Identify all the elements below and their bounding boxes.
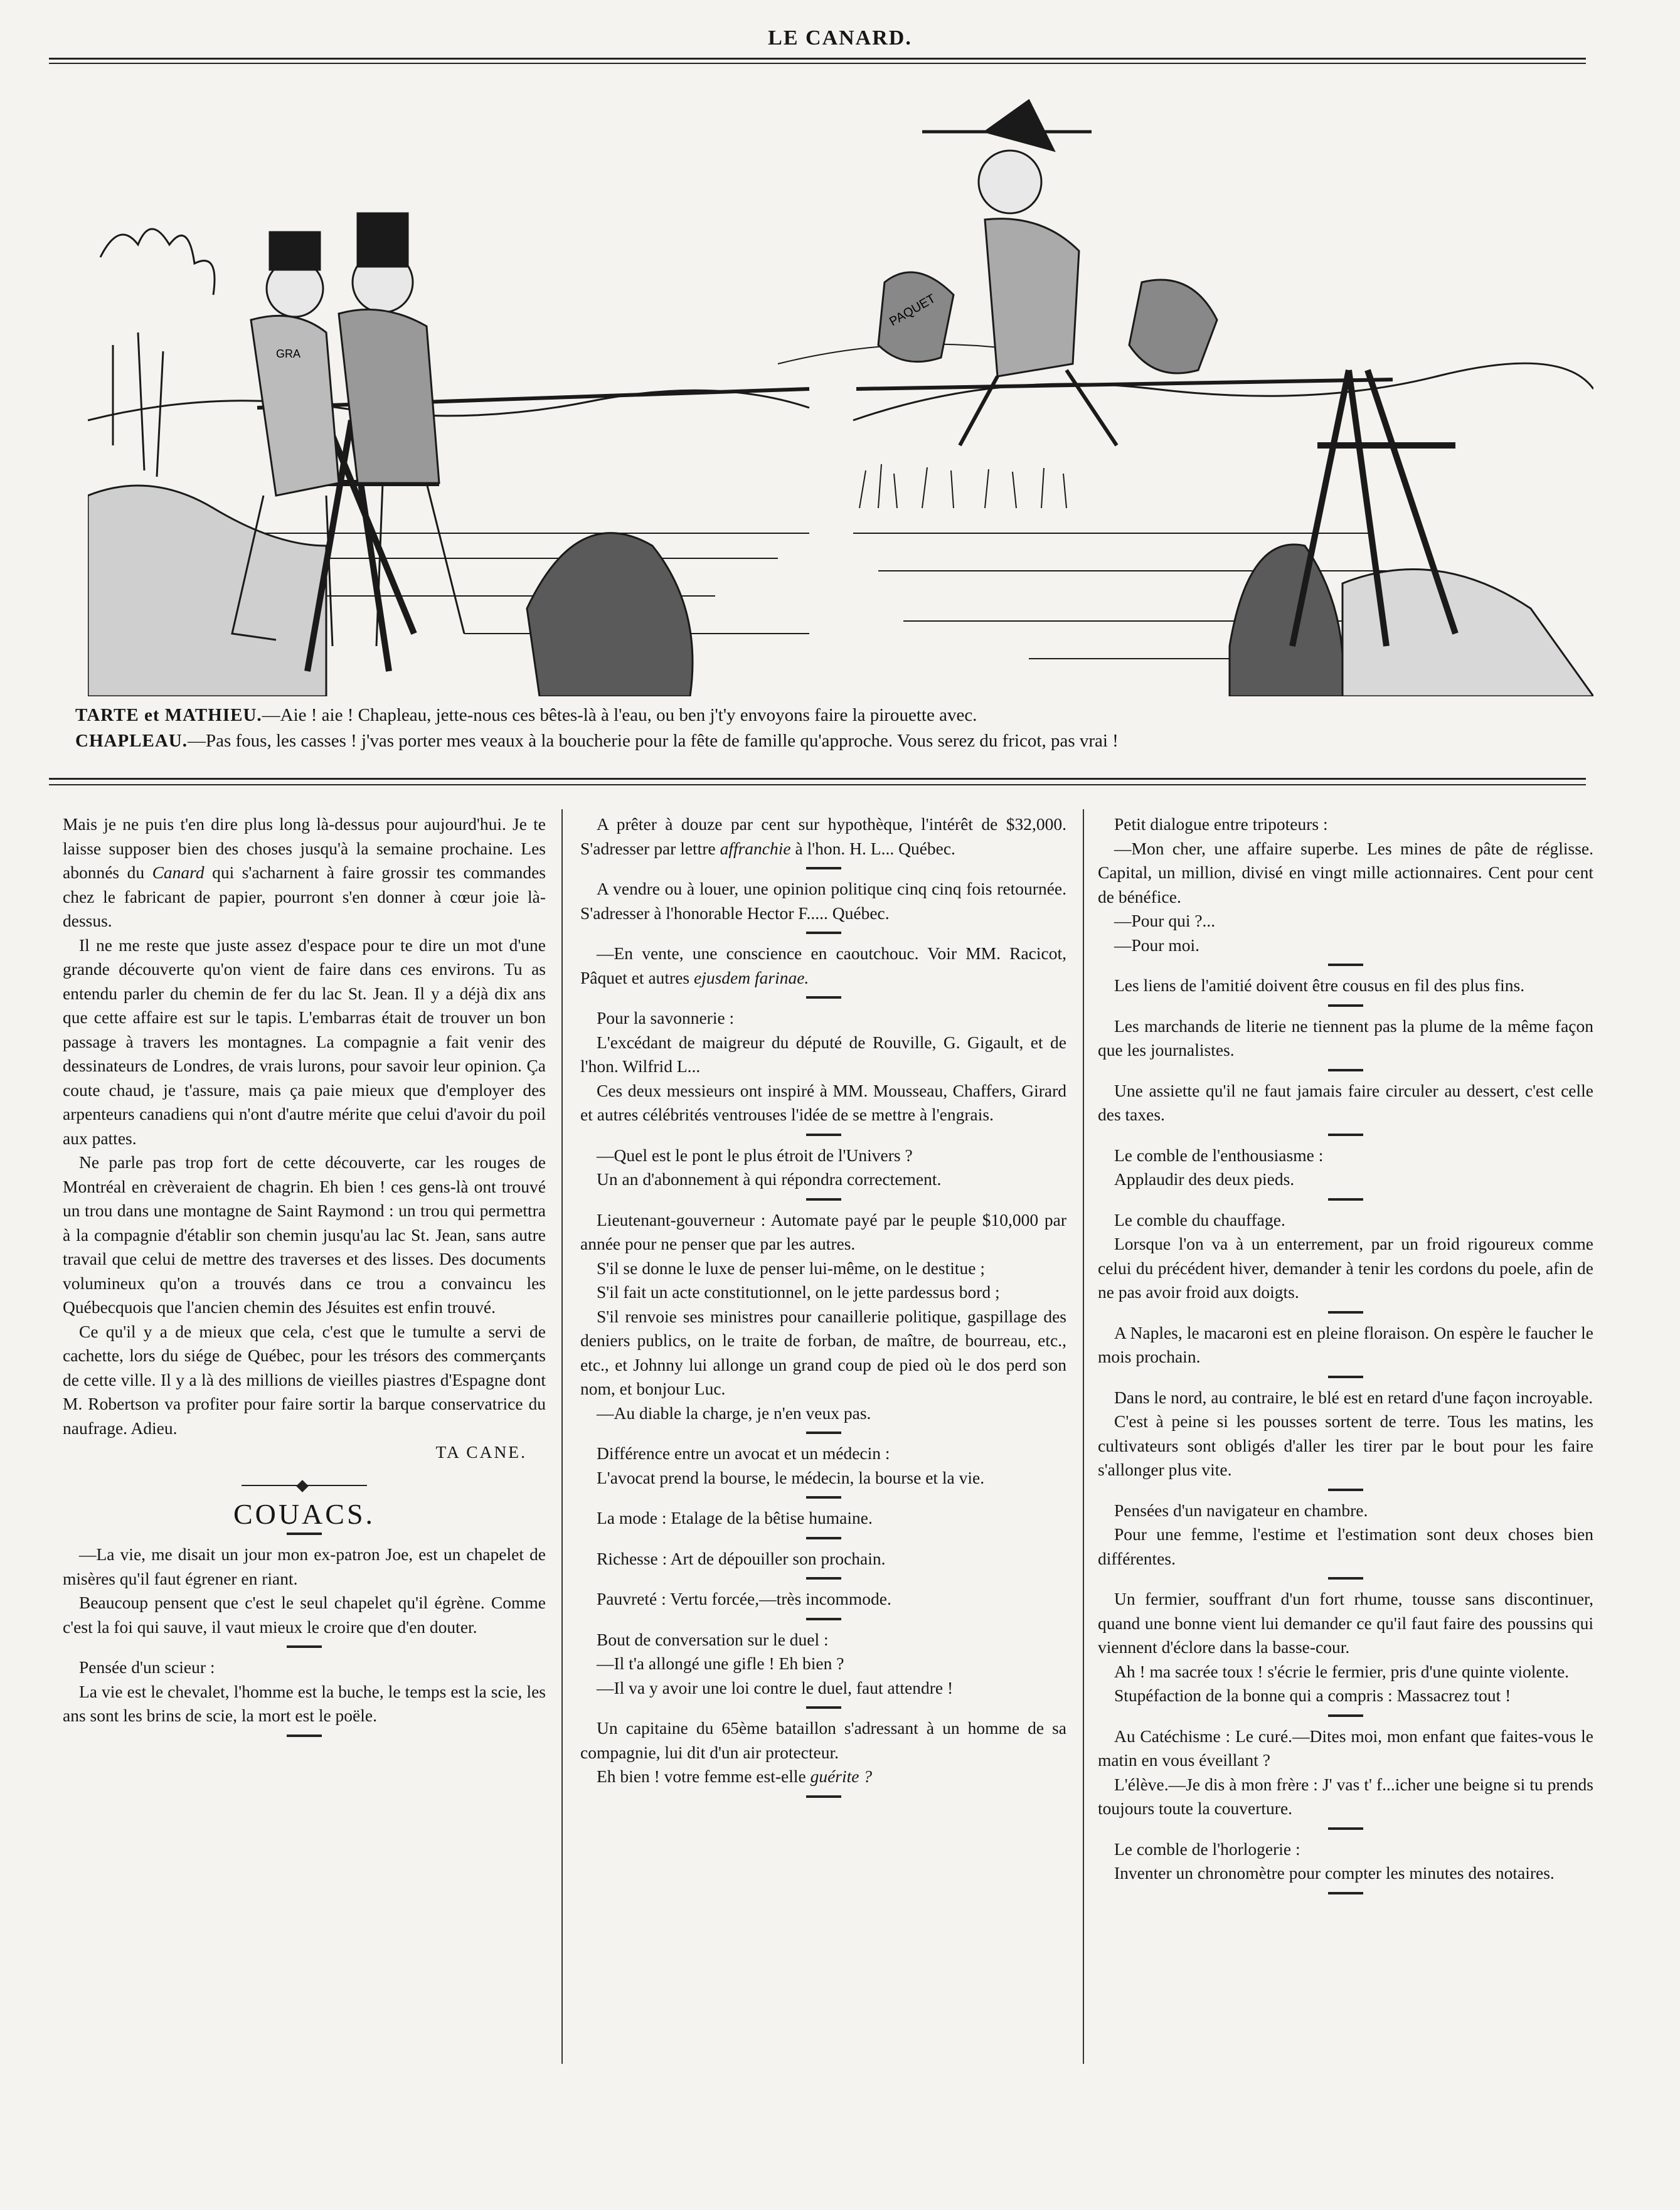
separator [1328, 1134, 1363, 1136]
col2-paragraph: —Quel est le pont le plus étroit de l'Univers ? [597, 1145, 913, 1165]
col3-paragraph: Au Catéchisme : Le curé.—Dites moi, mon enfant que faites-vous le matin en vous éveillant ? [1098, 1726, 1593, 1770]
col3-paragraph: Pensées d'un navigateur en chambre. [1114, 1500, 1368, 1520]
col3-paragraph: A Naples, le macaroni est en pleine floraison. On espère le faucher le mois prochain. [1098, 1322, 1593, 1366]
col2-paragraph: Ces deux messieurs ont inspiré à MM. Mousseau, Chaffers, Girard et autres célébrités ventrouses l'idée de se mettre à l'engrais. [580, 1080, 1066, 1124]
col3-paragraph: Une assiette qu'il ne faut jamais faire circuler au dessert, c'est celle des taxes. [1098, 1080, 1593, 1124]
separator [806, 1795, 841, 1798]
separator [1328, 1069, 1363, 1071]
col3-paragraph: Inventer un chronomètre pour compter les minutes des notaires. [1114, 1863, 1555, 1883]
col2-paragraph: Un capitaine du 65ème bataillon s'adressant à un homme de sa compagnie, lui dit d'un air protecteur. [580, 1718, 1066, 1762]
col3-paragraph: Le comble de l'horlogerie : [1114, 1839, 1300, 1859]
separator [287, 1735, 322, 1737]
separator [1328, 1892, 1363, 1894]
col2-paragraph: L'excédant de maigreur du député de Rouville, G. Gigault, et de l'hon. Wilfrid L... [580, 1032, 1066, 1076]
col3-paragraph: —Mon cher, une affaire superbe. Les mines de pâte de réglisse. Capital, un million, divisé en vingt mille actionnaires. Cent pour cent de bénéfice. [1098, 838, 1593, 906]
col1-paragraph: Ce qu'il y a de mieux que cela, c'est que le tumulte a servi de cachette, lors du siége de Québec, pour les trésors des commerçants de cette ville. Il y a là des millions de vieilles piastres d'Espagne dont M. Robertson va profiter pour faire sortir la barque conservatrice du naufrage. Adieu. [63, 1321, 546, 1438]
separator [1328, 1827, 1363, 1830]
caption-rule-top [49, 778, 1586, 780]
col2-p23-italic: guérite ? [810, 1766, 873, 1786]
col3-paragraph: Les liens de l'amitié doivent être cousus en fil des plus fins. [1114, 975, 1525, 995]
col2-paragraph: Richesse : Art de dépouiller son prochain. [597, 1548, 886, 1568]
masthead: LE CANARD. [768, 26, 912, 50]
column-3 [1098, 812, 1593, 1902]
separator [1328, 1714, 1363, 1717]
col3-paragraph: Ah ! ma sacrée toux ! s'écrie le fermier, pris d'une quinte violente. [1114, 1661, 1570, 1681]
separator [806, 1134, 841, 1136]
caption-line-2 [75, 728, 1606, 754]
col3-paragraph: Dans le nord, au contraire, le blé est en retard d'une façon incroyable. [1114, 1387, 1593, 1407]
separator [1328, 1004, 1363, 1007]
separator [1328, 1577, 1363, 1580]
col2-paragraph: S'il se donne le luxe de penser lui-même, on le destitue ; [597, 1258, 985, 1278]
caption-line-1 [75, 703, 1606, 728]
column-2 [580, 812, 1066, 1805]
separator [287, 1645, 322, 1648]
caption-text-2: —Pas fous, les casses ! j'vas porter mes veaux à la boucherie pour la fête de famille qu'approche. Vous serez du fricot, pas vrai ! [187, 731, 1119, 751]
column-divider-1 [561, 809, 563, 2064]
column-1 [63, 812, 546, 1745]
col3-paragraph: —Pour qui ?... [1114, 911, 1216, 930]
col3-paragraph: Applaudir des deux pieds. [1114, 1169, 1295, 1189]
col1-paragraph: Beaucoup pensent que c'est le seul chapelet qu'il égrène. Comme c'est la foi qui sauve, il vaut mieux le croire que d'en douter. [63, 1593, 546, 1637]
separator [287, 1533, 322, 1535]
separator [1328, 1198, 1363, 1201]
caption-speaker-1: TARTE et MATHIEU. [75, 705, 262, 725]
col2-paragraph: Lieutenant-gouverneur : Automate payé par le peuple $10,000 par année pour ne penser que par les autres. [580, 1209, 1066, 1253]
separator [806, 1577, 841, 1580]
col3-paragraph: Lorsque l'on va à un enterrement, par un froid rigoureux comme celui du précédent hiver, demander à tenir les cordons du poele, afin de ne pas avoir froid aux doigts. [1098, 1234, 1593, 1302]
col1-paragraph: Il ne me reste que juste assez d'espace pour te dire un mot d'une grande découverte qu'on vient de faire dans ces environs. Tu as entendu parler du chemin de fer du lac St. Jean. Il y a déjà dix ans que cette affaire est sur le tapis. L'embarras était de trouver un bon passage à travers les montagnes. La compagnie a fait venir des dessinateurs de Londres, de vrais lurons, pour savoir leur opinion. Ça coute chaud, je t'assure, mais ça paie mieux que d'employer des arpenteurs canadiens qui n'ont d'autre mérite que celui d'avoir du poil aux pattes. [63, 935, 546, 1148]
col3-paragraph: Le comble du chauffage. [1114, 1209, 1285, 1230]
col3-paragraph: Les marchands de literie ne tiennent pas la plume de la même façon que les journalistes. [1098, 1016, 1593, 1060]
paquet-label: PAQUET [887, 291, 938, 329]
col2-p3-italic: ejusdem farinae. [693, 967, 809, 987]
separator [1328, 1489, 1363, 1491]
section-title: COUACS. [233, 1497, 376, 1530]
caption-text-1: —Aie ! aie ! Chapleau, jette-nous ces bêtes-là à l'eau, ou ben j't'y envoyons faire la pirouette avec. [262, 705, 977, 725]
col2-paragraph: S'il fait un acte constitutionnel, on le jette pardessus bord ; [597, 1282, 1000, 1302]
col2-paragraph [580, 942, 1066, 990]
col3-paragraph: Un fermier, souffrant d'un fort rhume, tousse sans discontinuer, quand une bonne vient lui demander ce qu'il faut faire des poussins qui viennent d'éclore dans la basse-cour. [1098, 1589, 1593, 1657]
col2-p1-text: A prêter à douze par cent sur hypothèque, l'intérêt de $32,000. S'adresser par lettre [580, 814, 1066, 858]
caption-speaker-2: CHAPLEAU. [75, 731, 188, 751]
col3-paragraph: L'élève.—Je dis à mon frère : J' vas t' f...icher une beigne si tu prends toujours toute la couverture. [1098, 1774, 1593, 1818]
cartoon-caption [75, 703, 1606, 754]
col2-p1-italic: affranchie [720, 838, 791, 858]
separator [806, 1537, 841, 1539]
column-divider-2 [1083, 809, 1084, 2064]
separator [1328, 964, 1363, 966]
col2-paragraph: Pauvreté : Vertu forcée,—très incommode. [597, 1589, 891, 1608]
separator [806, 996, 841, 999]
cartoon-illustration [88, 94, 1593, 696]
separator [806, 1198, 841, 1201]
col2-p1-text-end: à l'hon. H. L... Québec. [790, 838, 955, 858]
col3-paragraph: Petit dialogue entre tripoteurs : [1114, 814, 1328, 834]
separator [1328, 1376, 1363, 1378]
col1-paragraph: —La vie, me disait un jour mon ex-patron Joe, est un chapelet de misères qu'il faut égrener en riant. [63, 1544, 546, 1588]
col1-p1-text: Mais je ne puis t'en dire plus long là-dessus pour aujourd'hui. Je te laisse supposer bien des choses jusqu'à la semaine prochaine. Les abonnés du [63, 814, 546, 882]
col2-paragraph: Bout de conversation sur le duel : [597, 1629, 829, 1649]
col1-paragraph: Ne parle pas trop fort de cette découverte, car les rouges de Montréal en crèveraient de chagrin. Eh bien ! ces gens-là ont trouvé un trou dans une montagne de Saint Raymond : un trou qui permettra à la compagnie d'établir son chemin jusqu'au lac St. Jean, sans autre travail que celui de mettre des traverses et des lisses. Des documents volumineux qu'on a trouvés dans ce trou a convaincu les Québecquois que l'ancien chemin des Jésuites est enfin trouvé. [63, 1152, 546, 1317]
col1-paragraph: Pensée d'un scieur : [79, 1657, 215, 1677]
separator [806, 1496, 841, 1499]
col2-paragraph: S'il renvoie ses ministres pour canaillerie politique, gaspillage des deniers publics, on le traite de forban, de maître, de bourreau, etc., etc., et Johnny lui allonge un grand coup de pied où le dos perd son nom, et bonjour Luc. [580, 1306, 1066, 1398]
col2-paragraph: Un an d'abonnement à qui répondra correctement. [597, 1169, 942, 1189]
col3-paragraph: Stupéfaction de la bonne qui a compris : Massacrez tout ! [1114, 1686, 1511, 1705]
col2-paragraph: A vendre ou à louer, une opinion politique cinq cinq fois retournée. S'adresser à l'honorable Hector F..... Québec. [580, 879, 1066, 923]
col2-p3-text: —En vente, une conscience en caoutchouc. Voir MM. Racicot, Pâquet et autres [580, 943, 1066, 987]
caption-rule-bottom [49, 784, 1586, 785]
col2-paragraph: Différence entre un avocat et un médecin : [597, 1443, 890, 1463]
separator [806, 1706, 841, 1709]
separator [806, 1618, 841, 1620]
col2-paragraph: —Au diable la charge, je n'en veux pas. [597, 1403, 871, 1423]
col2-paragraph: —Il t'a allongé une gifle ! Eh bien ? [597, 1654, 844, 1673]
col2-p23-text: Eh bien ! votre femme est-elle [597, 1766, 811, 1786]
col1-p1-text-end: qui s'acharnent à faire grossir tes commandes chez le fabricant de papier, pourront s'en donner à cœur joie là-dessus. [63, 863, 546, 930]
col2-paragraph: —Il va y avoir une loi contre le duel, faut attendre ! [597, 1677, 954, 1697]
separator [806, 867, 841, 869]
col1-paragraph: La vie est le chevalet, l'homme est la buche, le temps est la scie, les ans sont les brins de scie, la mort est le poële. [63, 1681, 546, 1725]
col2-paragraph: L'avocat prend la bourse, le médecin, la bourse et la vie. [597, 1467, 985, 1487]
header-rule-bottom [49, 63, 1586, 64]
header-rule-top [49, 58, 1586, 60]
col2-paragraph [580, 1765, 1066, 1789]
col2-paragraph [580, 812, 1066, 861]
col1-paragraph [63, 812, 546, 933]
col2-paragraph: Pour la savonnerie : [597, 1008, 735, 1028]
col3-paragraph: Le comble de l'enthousiasme : [1114, 1145, 1324, 1165]
hat-label: GRA [276, 348, 301, 360]
separator [806, 932, 841, 934]
col3-paragraph: —Pour moi. [1114, 935, 1199, 955]
col3-paragraph: C'est à peine si les pousses sortent de terre. Tous les matins, les cultivateurs sont obligés d'aller les tirer par le bout pour les faire s'allonger plus vite. [1098, 1411, 1593, 1479]
separator [1328, 1311, 1363, 1314]
separator [806, 1432, 841, 1434]
section-ornament [242, 1481, 367, 1490]
col1-p1-italic: Canard [152, 863, 205, 882]
col2-paragraph: La mode : Etalage de la bêtise humaine. [597, 1508, 873, 1527]
signature: TA CANE. [435, 1442, 527, 1462]
col3-paragraph: Pour une femme, l'estime et l'estimation sont deux choses bien différentes. [1098, 1524, 1593, 1568]
